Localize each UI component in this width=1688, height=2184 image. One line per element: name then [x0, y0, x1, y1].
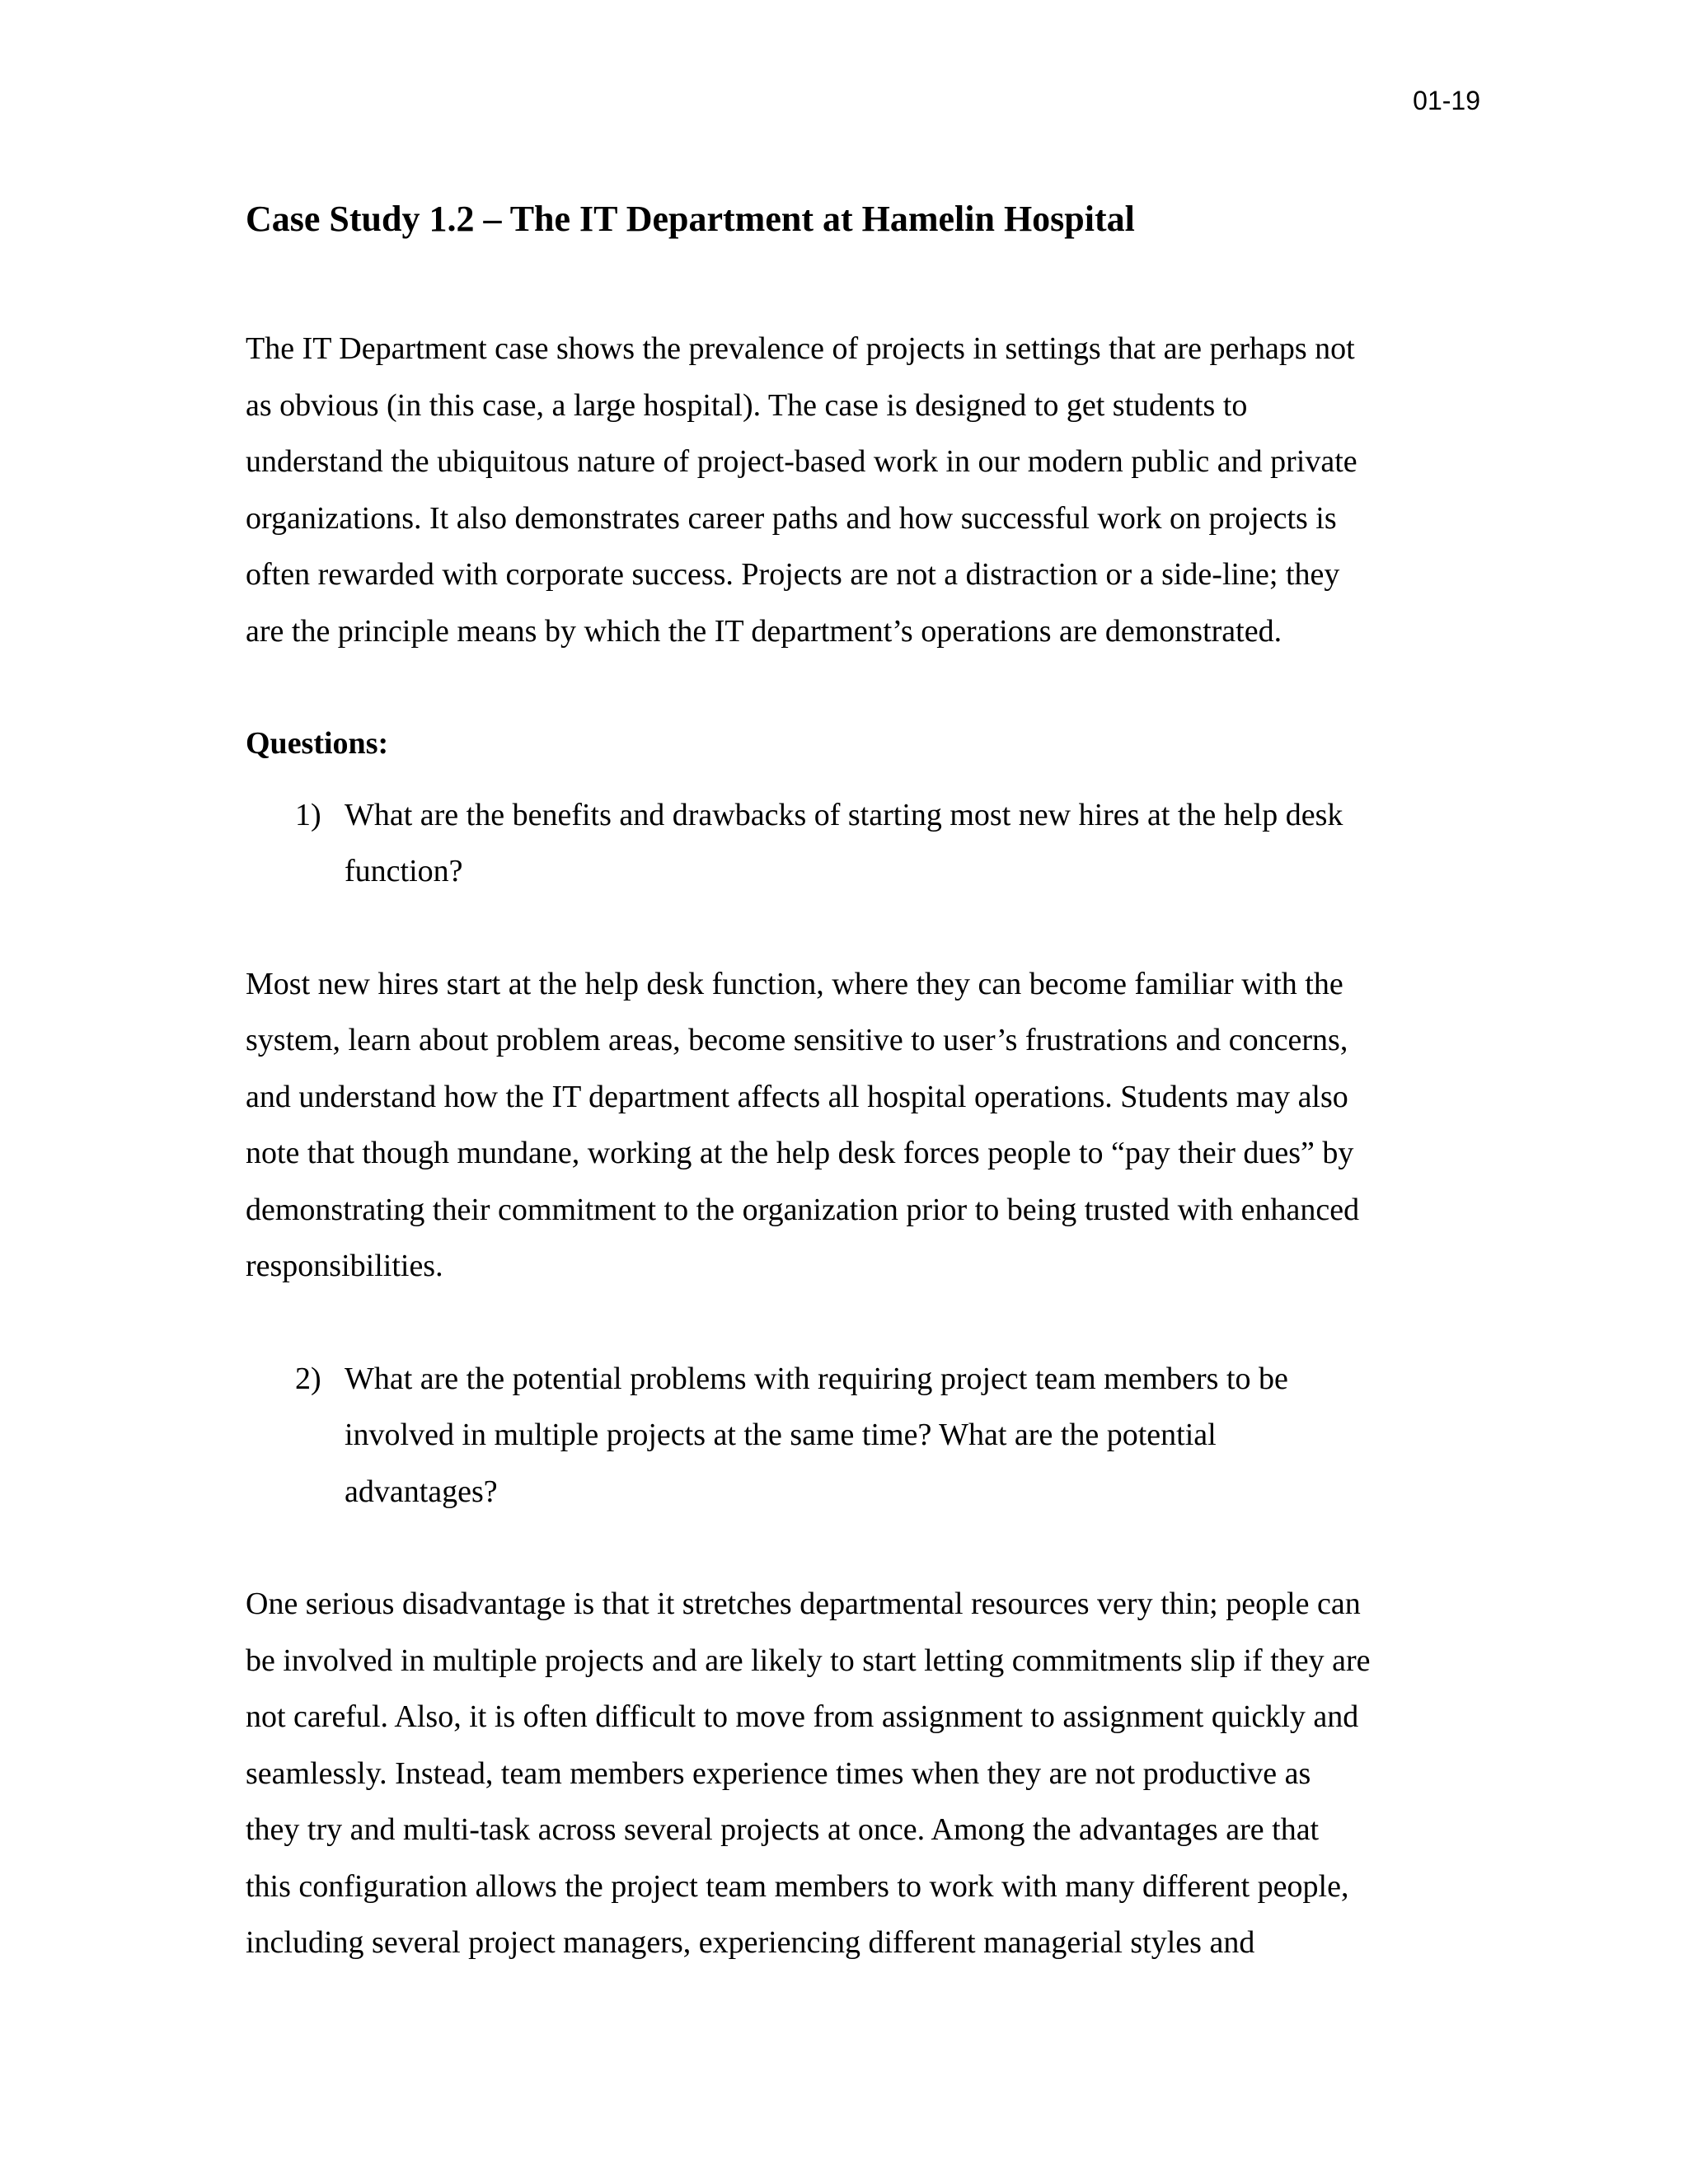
document-content: [246, 194, 1426, 1971]
intro-paragraph: The IT Department case shows the prevalence of projects in settings that are perhaps not as obvious (in this case, a large hospital). The case is designed to get students to understand the ubiquitous nature of project-based work in our modern public and private organizations. It also demonstrates career paths and how successful work on projects is often rewarded with corporate success. Projects are not a distraction or a side-line; they are the principle means by which the IT department’s operations are demonstrated.: [246, 331, 1357, 649]
question-number: 1): [295, 797, 321, 832]
question-text: What are the benefits and drawbacks of starting most new hires at the help desk function?: [345, 797, 1343, 888]
questions-heading: Questions:: [246, 726, 389, 761]
answer-2-paragraph: One serious disadvantage is that it stretches departmental resources very thin; people can be involved in multiple projects and are likely to start letting commitments slip if they are not careful. Also, it is often difficult to move from assignment to assignment quickly and seamlessly. Instead, team members experience times when they are not productive as they try and multi-task across several projects at once. Among the advantages are that this configuration allows the project team members to work with many different people, including several project managers, experiencing different managerial styles and: [246, 1586, 1371, 1960]
question-number: 2): [295, 1361, 321, 1396]
question-2: [295, 1351, 1426, 1521]
question-text: What are the potential problems with requiring project team members to be involved in multiple projects at the same time? What are the potential advantages?: [345, 1361, 1288, 1509]
answer-1-paragraph: Most new hires start at the help desk function, where they can become familiar with the system, learn about problem areas, become sensitive to user’s frustrations and concerns, and understand how the IT department affects all hospital operations. Students may also note that though mundane, working at the help desk forces people to “pay their dues” by demonstrating their commitment to the organization prior to being trusted with enhanced responsibilities.: [246, 966, 1360, 1283]
page-number: 01-19: [1413, 86, 1480, 115]
question-1: [295, 787, 1426, 900]
case-study-title: Case Study 1.2 – The IT Department at Hamelin Hospital: [246, 199, 1135, 239]
